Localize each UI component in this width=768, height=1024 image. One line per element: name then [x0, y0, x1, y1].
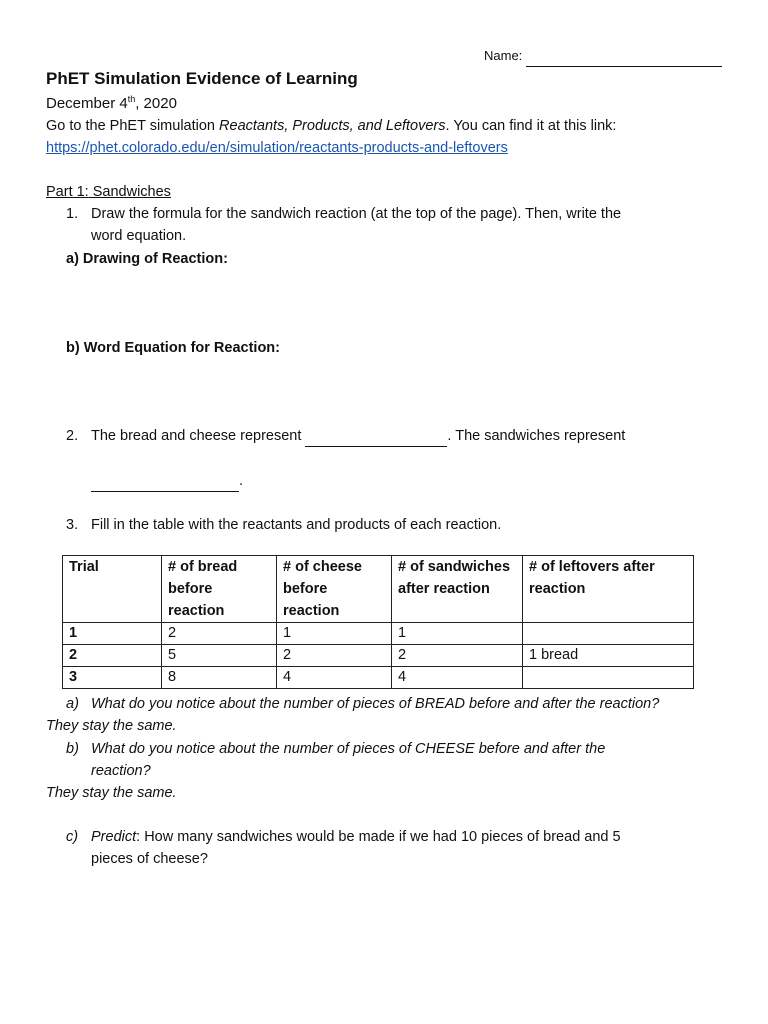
- cell-bread[interactable]: 8: [162, 667, 277, 689]
- header-trial-text: Trial: [69, 559, 99, 575]
- intro-text: [46, 115, 746, 137]
- question-1a: a) Drawing of Reaction:: [66, 251, 228, 267]
- table-header-row: [63, 556, 694, 623]
- header-leftovers-line1: # of leftovers after: [529, 559, 655, 575]
- worksheet-date: [46, 93, 177, 115]
- question-2-blank2[interactable]: [91, 477, 239, 492]
- header-sandwiches: [392, 556, 523, 623]
- subquestion-c-keyword: Predict: [91, 829, 137, 845]
- subquestion-b-label: b): [66, 741, 79, 757]
- cell-leftovers[interactable]: [523, 623, 694, 645]
- part1-heading: [46, 181, 171, 203]
- date-month-day: December 4: [46, 95, 128, 112]
- header-bread: [162, 556, 277, 623]
- part1-label: Part 1:: [46, 184, 89, 200]
- question-2-number: 2.: [66, 428, 79, 444]
- cell-leftovers[interactable]: 1 bread: [523, 645, 694, 667]
- name-label: Name:: [484, 48, 523, 63]
- intro-before: Go to the PhET simulation: [46, 118, 220, 134]
- question-1: [66, 203, 706, 247]
- table-row: [63, 623, 694, 645]
- cell-trial: 3: [63, 667, 162, 689]
- answer-b[interactable]: They stay the same.: [46, 785, 177, 801]
- part1-topic: Sandwiches: [88, 184, 171, 200]
- cell-trial: 1: [63, 623, 162, 645]
- cell-leftovers[interactable]: [523, 667, 694, 689]
- subquestion-c-label: c): [66, 829, 79, 845]
- name-blank[interactable]: [526, 52, 722, 67]
- simulation-link[interactable]: https://phet.colorado.edu/en/simulation/reactants-products-and-leftovers: [46, 140, 508, 156]
- question-1-number: 1.: [66, 206, 79, 222]
- question-2-text2: . The sandwiches represent: [447, 428, 626, 444]
- table-row: [63, 645, 694, 667]
- question-2-line2: [91, 470, 243, 492]
- subquestion-b-line2: reaction?: [91, 763, 151, 779]
- date-suffix: th: [127, 94, 136, 104]
- question-2: [66, 425, 706, 447]
- header-cheese-line3: reaction: [283, 603, 340, 619]
- cell-sandwiches[interactable]: 4: [392, 667, 523, 689]
- header-sandwiches-line1: # of sandwiches: [398, 559, 511, 575]
- cell-sandwiches[interactable]: 2: [392, 645, 523, 667]
- subquestion-b: [66, 738, 746, 782]
- simulation-name: Reactants, Products, and Leftovers: [219, 118, 446, 134]
- subquestion-b-line1: What do you notice about the number of pieces of CHEESE before and after the: [91, 741, 606, 757]
- header-cheese: [277, 556, 392, 623]
- header-leftovers-line2: reaction: [529, 581, 586, 597]
- subquestion-a-label: a): [66, 696, 79, 712]
- cell-cheese[interactable]: 2: [277, 645, 392, 667]
- question-2-end: .: [239, 473, 244, 489]
- cell-bread[interactable]: 5: [162, 645, 277, 667]
- subquestion-c-line2: pieces of cheese?: [91, 851, 208, 867]
- header-sandwiches-line2: after reaction: [398, 581, 490, 597]
- cell-bread[interactable]: 2: [162, 623, 277, 645]
- question-1-line1: Draw the formula for the sandwich reaction (at the top of the page). Then, write the: [91, 206, 622, 222]
- header-trial: [63, 556, 162, 623]
- cell-cheese[interactable]: 1: [277, 623, 392, 645]
- intro-after: . You can find it at this link:: [445, 118, 617, 134]
- header-bread-line1: # of bread: [168, 559, 238, 575]
- name-field[interactable]: [484, 45, 722, 67]
- subquestion-c-line1: : How many sandwiches would be made if we had 10 pieces of bread and 5: [136, 829, 621, 845]
- question-1b: b) Word Equation for Reaction:: [66, 340, 280, 356]
- header-bread-line2: before: [168, 581, 213, 597]
- header-bread-line3: reaction: [168, 603, 225, 619]
- subquestion-a-text: What do you notice about the number of pieces of BREAD before and after the reaction?: [91, 696, 660, 712]
- page-title: PhET Simulation Evidence of Learning: [46, 69, 358, 88]
- question-3: [66, 514, 501, 536]
- header-cheese-line2: before: [283, 581, 328, 597]
- header-cheese-line1: # of cheese: [283, 559, 362, 575]
- table-row: [63, 667, 694, 689]
- subquestion-c: [66, 826, 746, 870]
- answer-a[interactable]: They stay the same.: [46, 718, 177, 734]
- reaction-table: [62, 555, 694, 689]
- cell-trial: 2: [63, 645, 162, 667]
- question-2-text1: The bread and cheese represent: [91, 428, 306, 444]
- date-year: , 2020: [135, 95, 177, 112]
- question-2-blank1[interactable]: [305, 432, 447, 447]
- header-leftovers: [523, 556, 694, 623]
- question-3-number: 3.: [66, 517, 79, 533]
- question-3-text: Fill in the table with the reactants and products of each reaction.: [91, 517, 502, 533]
- subquestion-a: [66, 693, 746, 715]
- question-1-line2: word equation.: [91, 228, 187, 244]
- cell-cheese[interactable]: 4: [277, 667, 392, 689]
- cell-sandwiches[interactable]: 1: [392, 623, 523, 645]
